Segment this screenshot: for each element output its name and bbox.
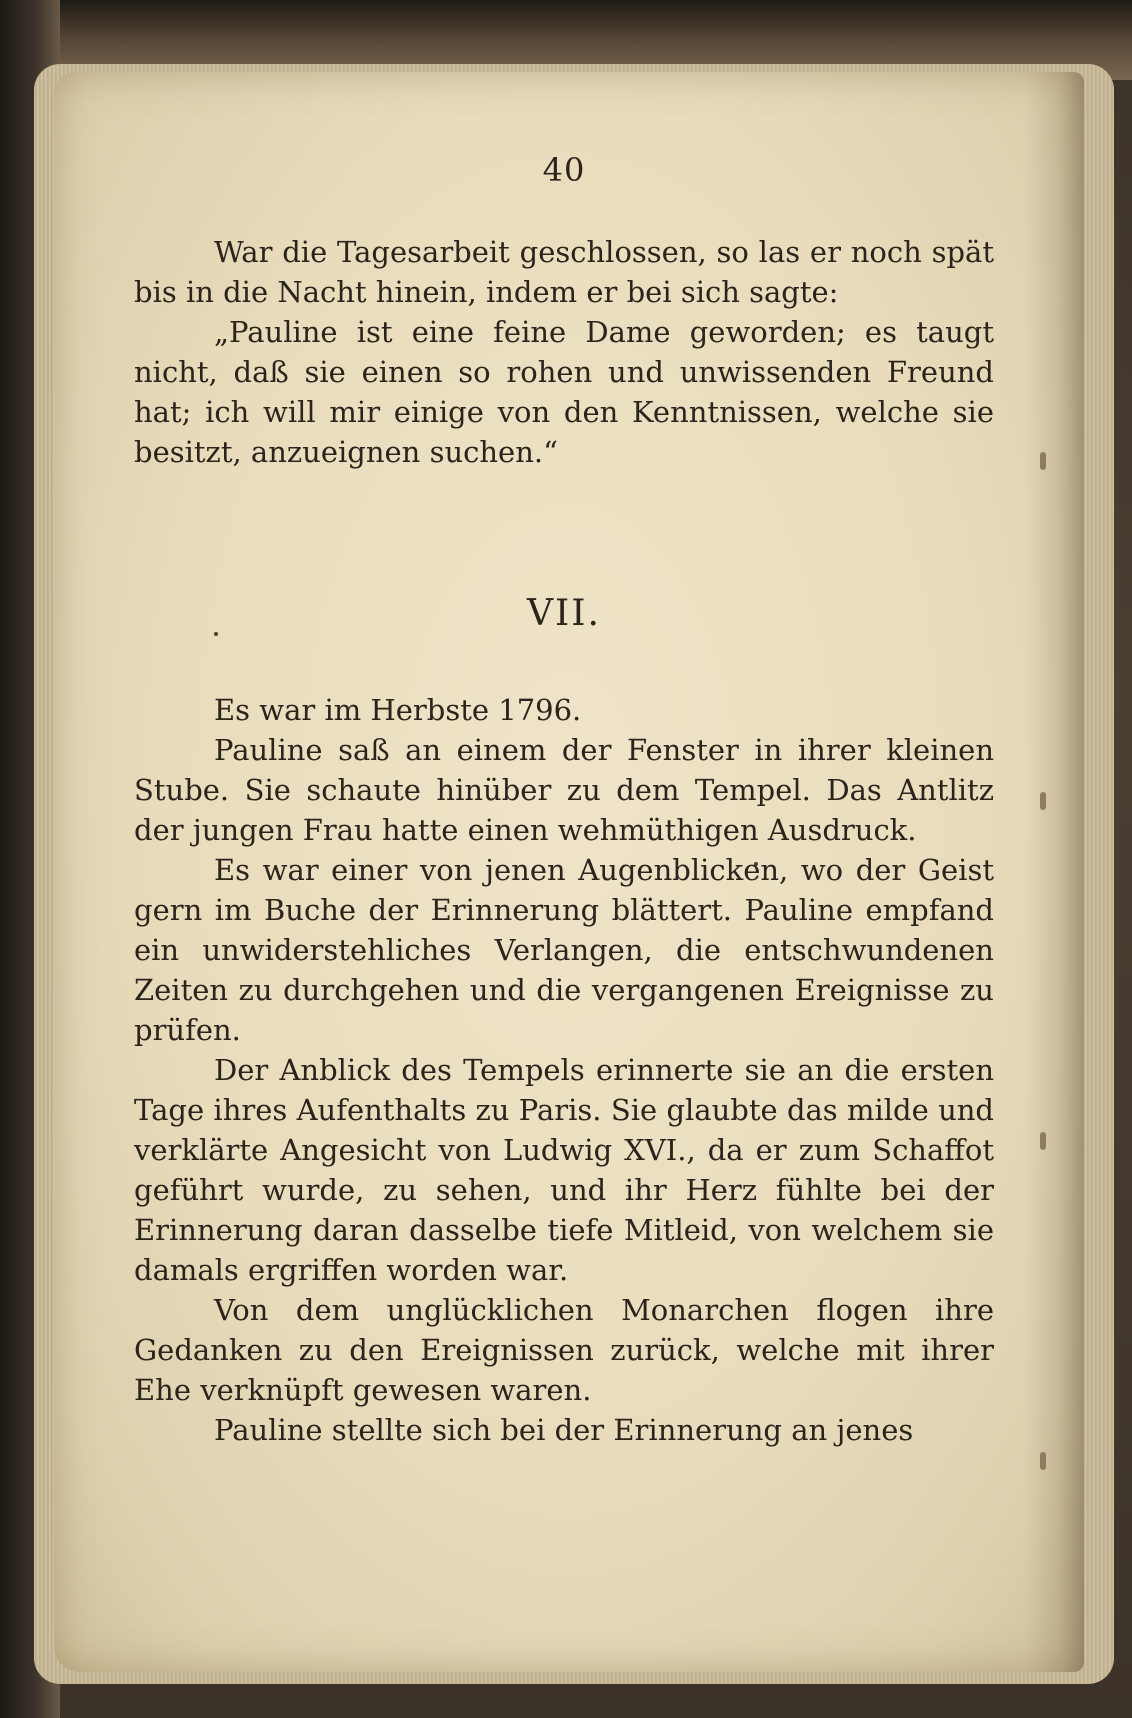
page-number: 40 bbox=[542, 151, 586, 189]
paragraph: Der Anblick des Tempels erinnerte sie an die ersten Tage ihres Aufenthalts zu Paris. Sie glaubte das milde und verklärte Angesicht von Ludwig XVI., da er zum Schaffot geführt wurde, zu sehen, und ihr Herz fühlte bei der Erinnerung daran dasselbe tiefe Mitleid, von welchem sie damals ergriffen worden war. bbox=[134, 1053, 994, 1287]
paragraph: Es war im Herbste 1796. bbox=[214, 693, 582, 727]
chapter-heading: VII. bbox=[527, 593, 601, 634]
binding-stitch bbox=[1040, 452, 1046, 470]
paragraph: Pauline saß an einem der Fenster in ihrer kleinen Stube. Sie schaute hinüber zu dem Tempel. Das Antlitz der jungen Frau hatte einen wehmüthigen Ausdruck. bbox=[134, 733, 994, 847]
page-gutter bbox=[1024, 72, 1084, 1672]
paragraph: War die Tagesarbeit geschlossen, so las er noch spät bis in die Nacht hinein, indem er bei sich sagte: bbox=[134, 235, 994, 309]
page-text bbox=[134, 150, 994, 1450]
paragraph: Von dem unglücklichen Monarchen flogen ihre Gedanken zu den Ereignissen zurück, welche mit ihrer Ehe verknüpft gewesen waren. bbox=[134, 1293, 994, 1407]
binding-stitch bbox=[1040, 1132, 1046, 1150]
paragraph: Es war einer von jenen Augenblicken, wo der Geist gern im Buche der Erinnerung blättert. Pauline empfand ein unwiderstehliches Verlangen, die entschwundenen Zeiten zu durchgehen und die vergangenen Ereignisse zu prüfen. bbox=[134, 853, 994, 1047]
paragraph: „Pauline ist eine feine Dame geworden; es taugt nicht, daß sie einen so rohen und unwissenden Freund hat; ich will mir einige von den Kenntnissen, welche sie besitzt, anzueignen suchen.“ bbox=[134, 315, 994, 469]
binding-stitch bbox=[1040, 792, 1046, 810]
binding-stitch bbox=[1040, 1452, 1046, 1470]
paragraph: Pauline stellte sich bei der Erinnerung an jenes bbox=[214, 1413, 914, 1447]
